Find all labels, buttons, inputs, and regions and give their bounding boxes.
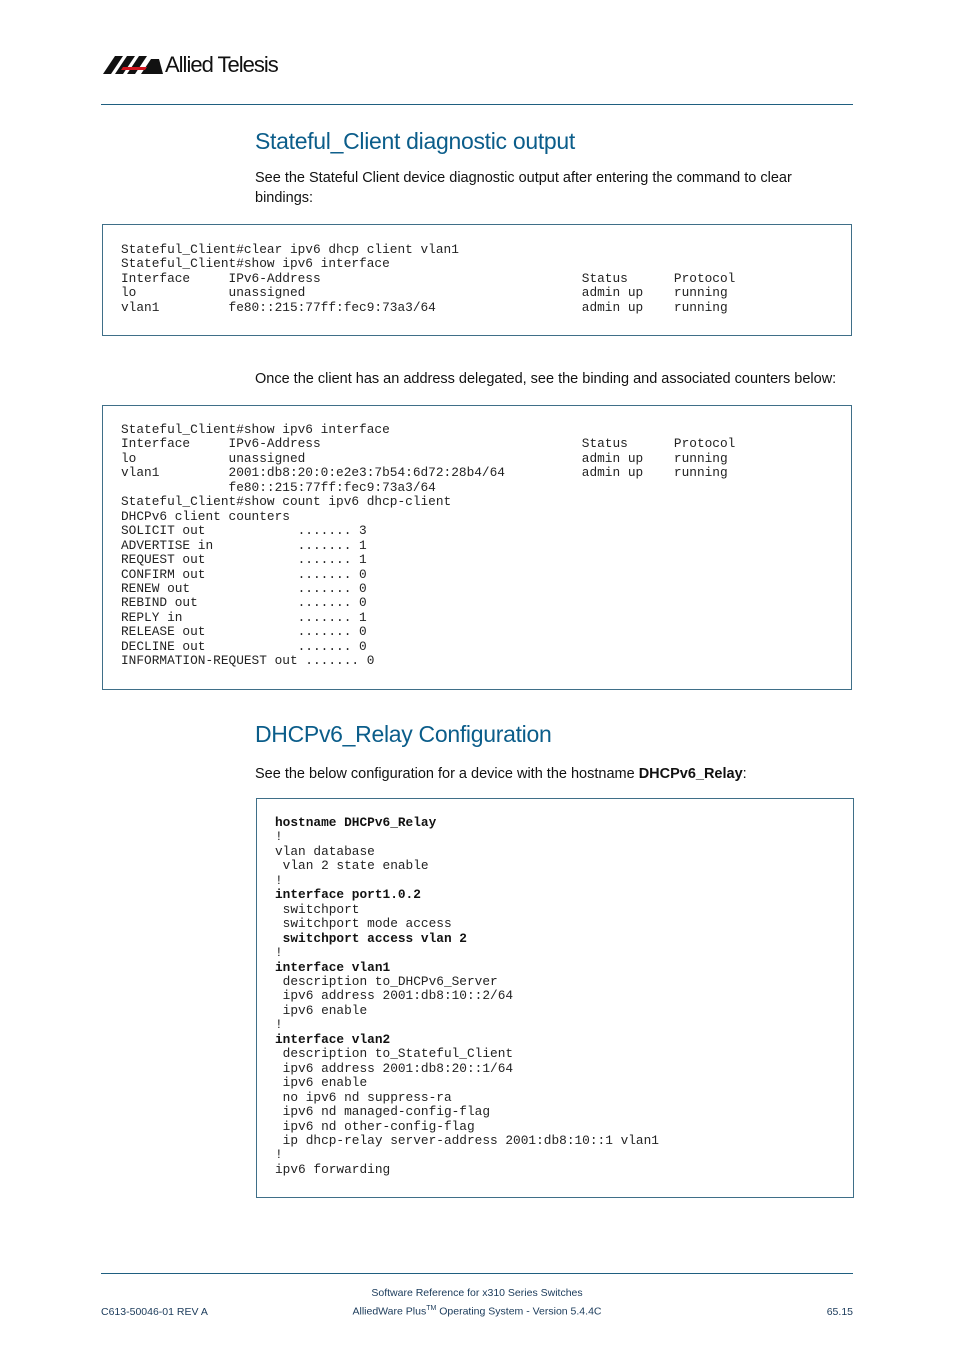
footer-product-name: AlliedWare Plus	[352, 1305, 427, 1318]
footer-doc-id: C613-50046-01 REV A	[101, 1306, 208, 1318]
section-title-stateful-client: Stateful_Client diagnostic output	[255, 128, 575, 154]
code-line: ipv6 enable	[275, 1002, 368, 1018]
logo-wordmark: Allied Telesis	[165, 52, 278, 77]
hostname-bold: DHCPv6_Relay	[638, 766, 743, 782]
footer-title: Software Reference for x310 Series Switches	[371, 1287, 583, 1299]
code-line: ipv6 address 2001:db8:20::1/64	[275, 1060, 514, 1076]
code-line: ipv6 nd other-config-flag	[275, 1118, 475, 1134]
code-line: ipv6 nd managed-config-flag	[275, 1104, 491, 1120]
code-box-counters	[102, 405, 852, 690]
code-line: description to_Stateful_Client	[275, 1046, 514, 1062]
code-line: description to_DHCPv6_Server	[275, 973, 498, 989]
allied-telesis-mark-icon	[101, 55, 163, 75]
intro-text: See the below configuration for a device with the hostname	[255, 766, 639, 782]
code-line: interface port1.0.2	[275, 887, 421, 903]
code-line: hostname DHCPv6_Relay	[275, 815, 437, 830]
footer-rule	[101, 1273, 853, 1274]
section-intro-stateful-client: See the Stateful Client device diagnostic output after entering the command to clear bindings:	[255, 170, 792, 206]
code-line: ip dhcp-relay server-address 2001:db8:10::1 vlan1	[275, 1132, 659, 1148]
code-line: !	[275, 1147, 283, 1163]
header-rule	[101, 104, 853, 105]
code-line: vlan 2 state enable	[275, 858, 429, 874]
code-clear-bindings: Stateful_Client#clear ipv6 dhcp client vlan1 Stateful_Client#show ipv6 interface Interface IPv6-Address Status Protocol lo unassigned admin up running vlan1 fe80::215:77ff:fec9:73a3/64 admin up running	[121, 242, 736, 315]
code-line: ipv6 enable	[275, 1075, 368, 1091]
code-line: !	[275, 1017, 283, 1033]
code-line: !	[275, 872, 283, 888]
code-line: ipv6 address 2001:db8:10::2/64	[275, 988, 514, 1004]
code-relay-config	[275, 816, 853, 1177]
footer-version: Operating System - Version 5.4.4C	[436, 1305, 602, 1318]
footer-trademark: TM	[426, 1305, 437, 1312]
code-counters: Stateful_Client#show ipv6 interface Interface IPv6-Address Status Protocol lo unassigned admin up running vlan1 2001:db8:20:0:e2e3:7b54:6d72:28b4/64 admin up running fe80::215:77ff:fec9:73a3/64 Stateful_Client#show count ipv6 dhcp-client DHCPv6 client counters SOLICIT out ....... 3 ADVERTISE in ....... 1 REQUEST out ....... 1 CONFIRM out ....... 0 RENEW out ....... 0 REBIND out ....... 0 REPLY in ....... 1 RELEASE out ....... 0 DECLINE out ....... 0 INFORMATION-REQUEST out ....... 0	[121, 422, 736, 669]
code-line: !	[275, 945, 283, 961]
code-line: ipv6 forwarding	[275, 1161, 391, 1177]
code-box-relay-config	[256, 798, 854, 1198]
section-intro-delegated: Once the client has an address delegated, see the binding and associated counters below:	[255, 371, 837, 387]
code-line: switchport	[275, 901, 360, 917]
allied-telesis-logo	[101, 52, 278, 78]
code-line: interface vlan1	[275, 959, 391, 975]
code-line: switchport access vlan 2	[275, 930, 467, 946]
intro-suffix: :	[742, 766, 747, 782]
code-line: switchport mode access	[275, 916, 452, 932]
section-intro-relay	[255, 764, 855, 784]
code-line: vlan database	[275, 843, 375, 859]
code-line: interface vlan2	[275, 1031, 391, 1047]
code-box-clear-bindings	[102, 224, 852, 336]
code-line: !	[275, 829, 283, 845]
section-title-dhcpv6-relay: DHCPv6_Relay Configuration	[255, 721, 552, 747]
code-line: no ipv6 nd suppress-ra	[275, 1089, 452, 1105]
footer-page-number: 65.15	[826, 1306, 853, 1318]
